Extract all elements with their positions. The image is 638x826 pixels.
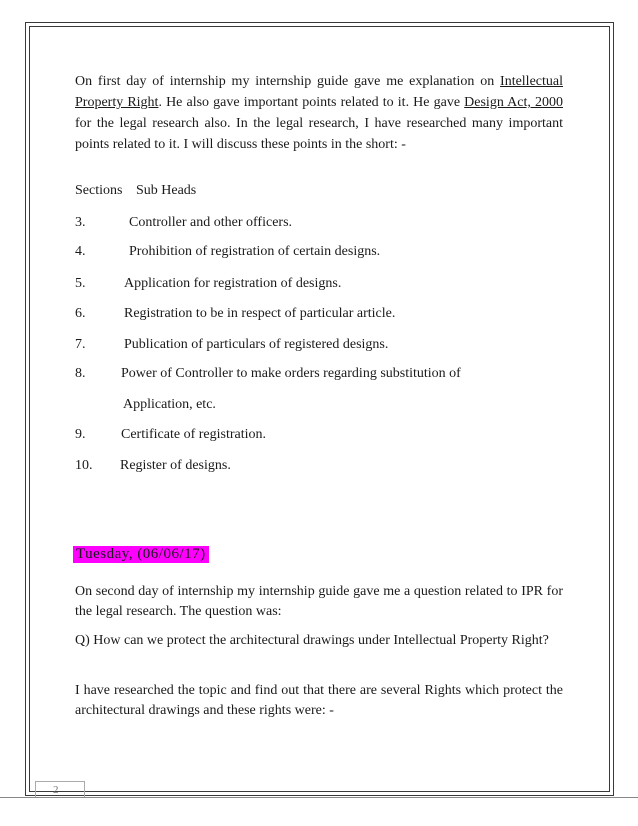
section-number: 3. [75, 215, 86, 230]
ipr-link: Intellectual Property Right [75, 74, 563, 110]
list-item [75, 366, 461, 382]
section-number: 10. [75, 458, 93, 473]
section-number: 8. [75, 366, 86, 381]
subheads-header: Sub Heads [135, 183, 197, 198]
section-title: Application, etc. [123, 397, 216, 412]
footer-divider [0, 797, 638, 798]
list-item [75, 427, 266, 443]
section-number: 7. [75, 337, 86, 352]
section-title: Register of designs. [120, 458, 231, 473]
sections-header: Sections [75, 183, 123, 198]
list-item [75, 458, 231, 474]
section-title: Application for registration of designs. [124, 276, 342, 291]
list-item [75, 397, 216, 413]
paragraph-research: I have researched the topic and find out that there are several Rights which protect the architectural drawings and these rights were: - [75, 683, 563, 718]
intro-text-1: On first day of internship my internship guide gave me explanation on [75, 74, 501, 89]
section-title: Power of Controller to make orders regarding substitution of [121, 366, 461, 381]
page-number: 2 [35, 781, 85, 797]
section-number: 4. [75, 244, 86, 259]
section-title: Certificate of registration. [121, 427, 266, 442]
paragraph-question: Q) How can we protect the architectural drawings under Intellectual Property Right? [75, 633, 549, 648]
date-heading: Tuesday, (06/06/17) [73, 546, 209, 563]
list-item [75, 337, 388, 353]
section-title: Controller and other officers. [129, 215, 293, 230]
list-item [75, 244, 380, 260]
list-item [75, 276, 341, 292]
section-number: 9. [75, 427, 86, 442]
list-item [75, 215, 292, 231]
section-headers [75, 183, 196, 199]
section-number: 5. [75, 276, 86, 291]
section-number: 6. [75, 306, 86, 321]
section-title: Registration to be in respect of particular article. [124, 306, 396, 321]
section-title: Publication of particulars of registered designs. [124, 337, 389, 352]
design-act-link: Design Act, 2000 [464, 95, 563, 110]
section-title: Prohibition of registration of certain designs. [129, 244, 381, 259]
intro-paragraph [75, 71, 563, 155]
intro-text-2: . He also gave important points related to it. He gave [158, 95, 465, 110]
list-item [75, 306, 395, 322]
paragraph-second-day: On second day of internship my internship guide gave me a question related to IPR for the legal research. The question was: [75, 584, 563, 619]
intro-text-3: for the legal research also. In the legal research, I have researched many important points related to it. I will discuss these points in the short: - [75, 116, 563, 152]
